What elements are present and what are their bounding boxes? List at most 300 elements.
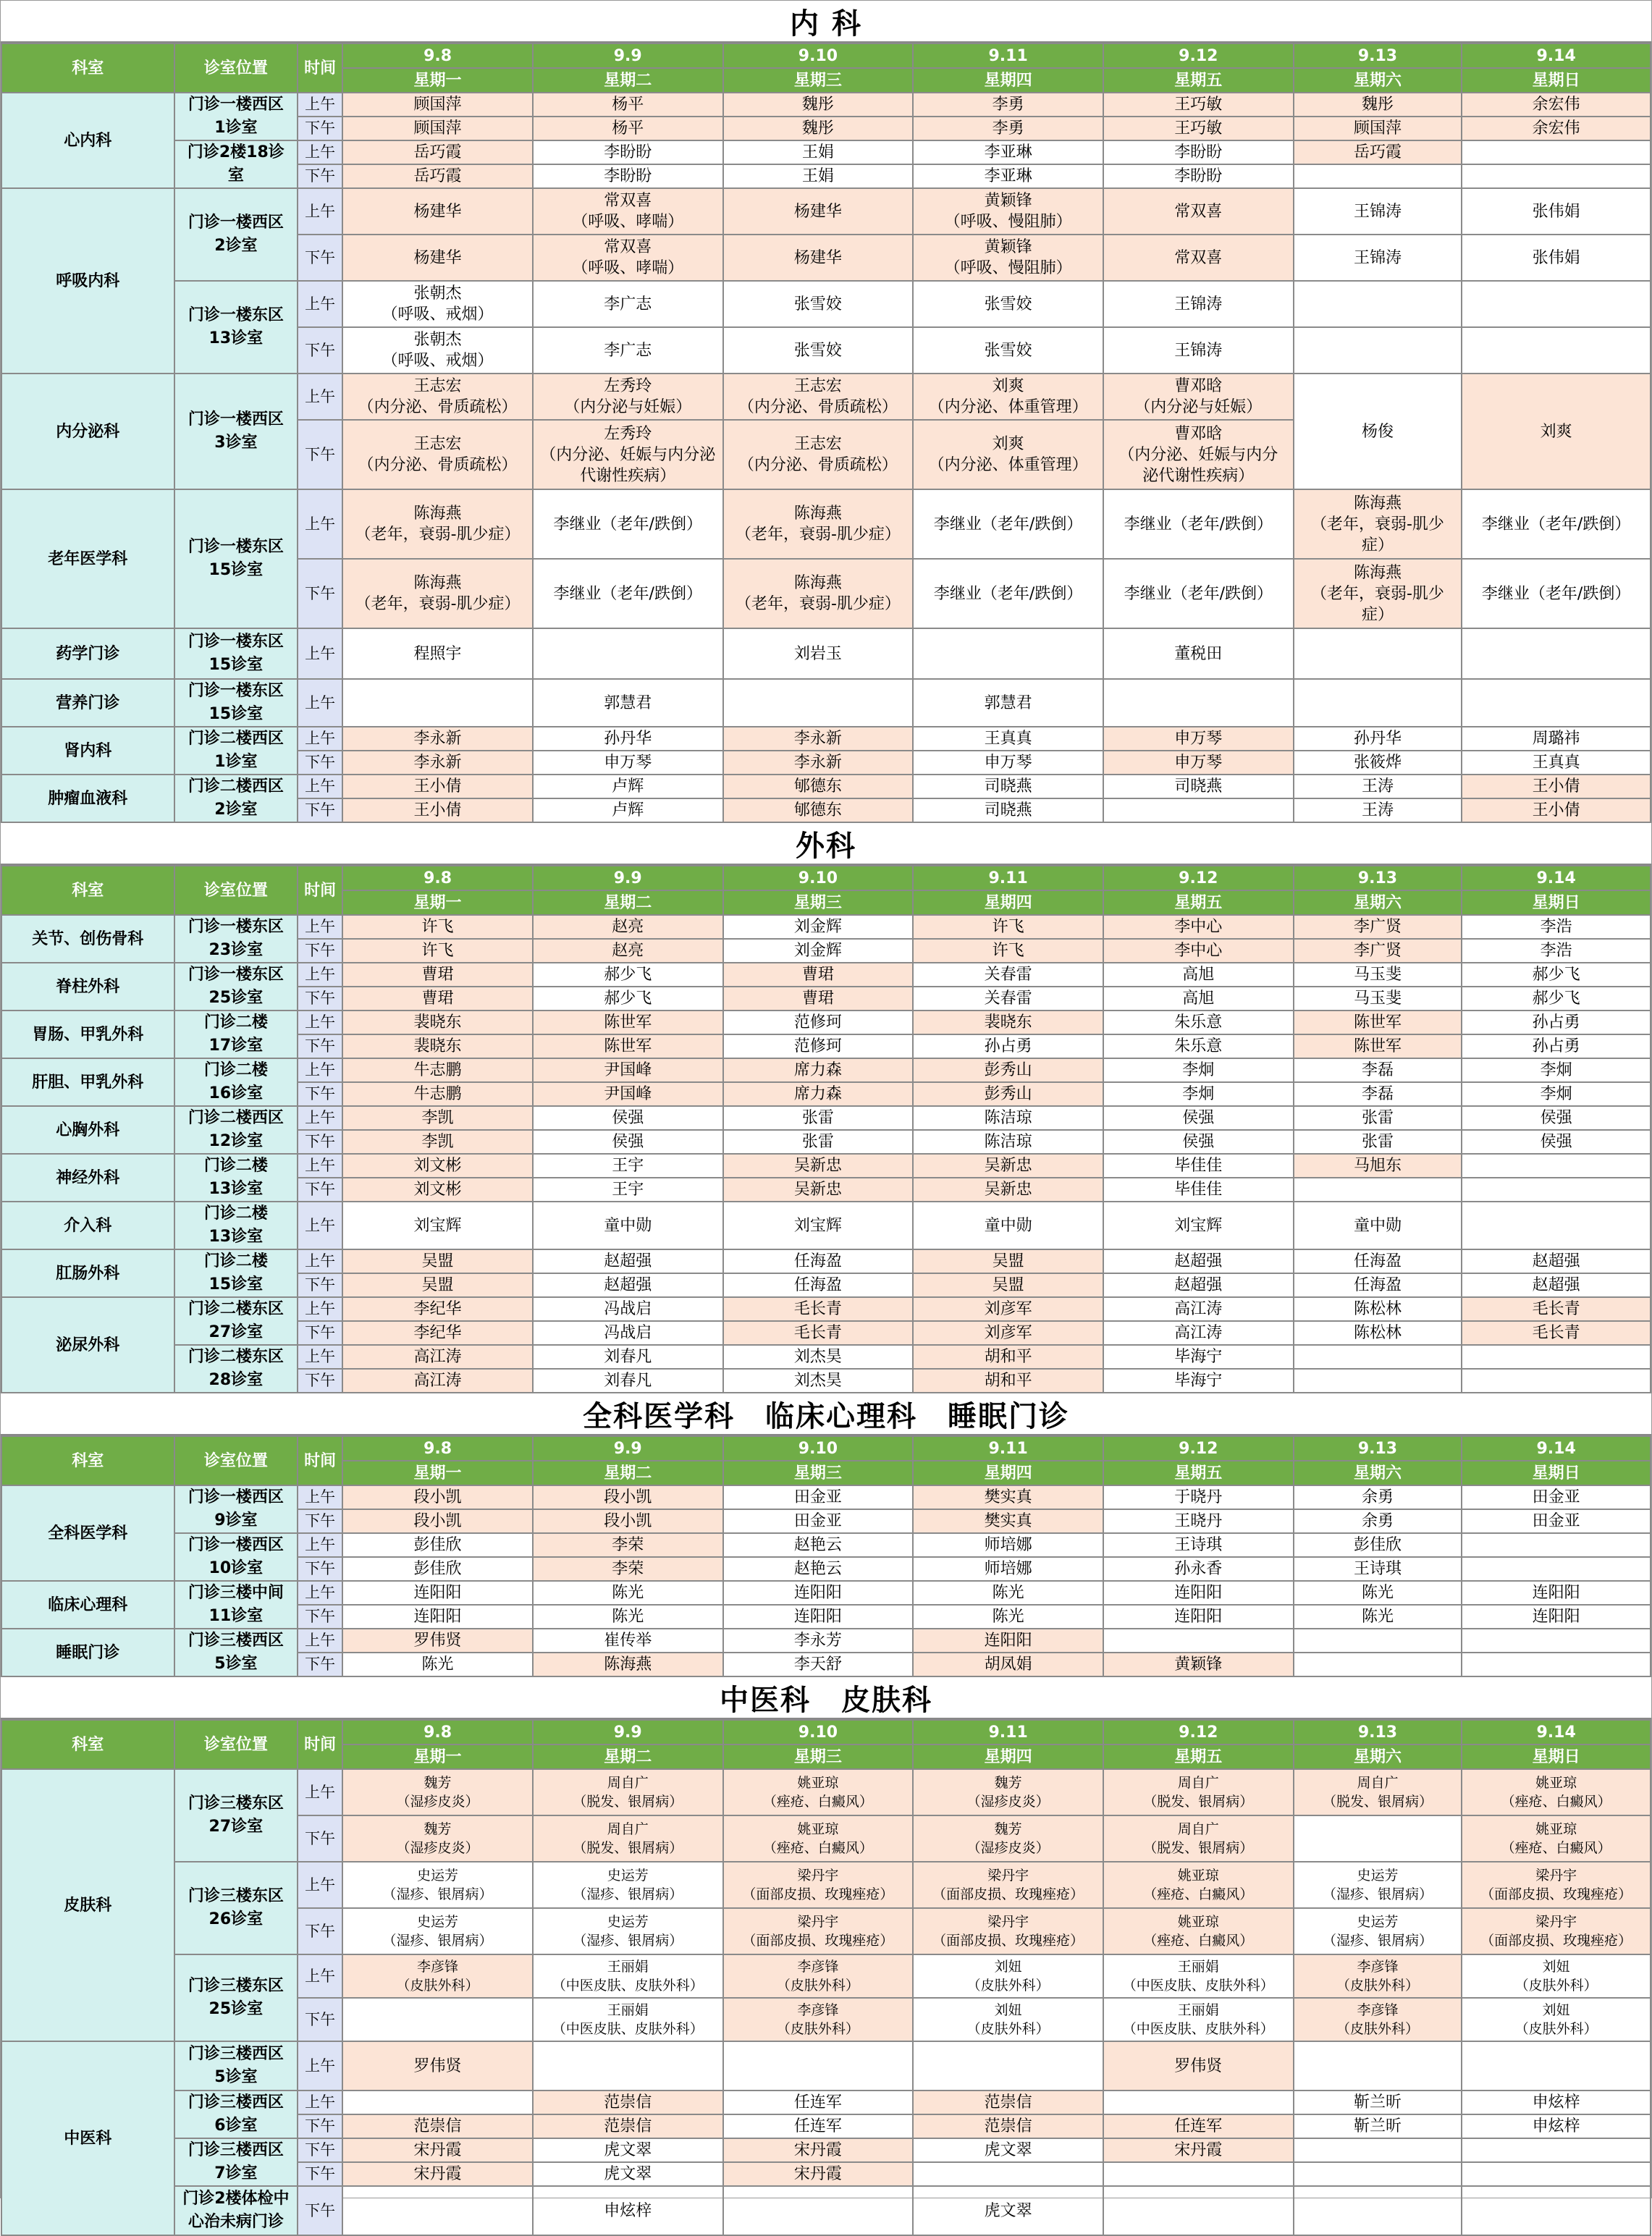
weekday-header: 星期一 (342, 1744, 533, 1769)
schedule-row (1, 727, 1651, 751)
weekday-header: 星期三 (723, 890, 914, 915)
doctor-cell: 李炯 (1462, 1082, 1651, 1106)
schedule-table (1, 865, 1651, 1393)
doctor-cell: 赵超强 (1103, 1249, 1294, 1273)
weekday-header: 星期六 (1294, 68, 1462, 93)
doctor-cell: 师培娜 (913, 1533, 1103, 1557)
doctor-cell: 黄颖锋 （呼吸、慢阻肺） (913, 235, 1103, 281)
doctor-cell (1462, 1154, 1651, 1178)
doctor-cell: 虎文翠 (913, 2186, 1103, 2235)
session-time: 上午 (298, 188, 342, 235)
doctor-cell: 申万琴 (913, 751, 1103, 775)
doctor-cell: 申万琴 (1103, 727, 1294, 751)
doctor-cell: 罗伟贤 (342, 2041, 533, 2091)
doctor-cell (723, 2041, 914, 2091)
doctor-cell: 魏彤 (1294, 93, 1462, 117)
doctor-cell: 李浩 (1462, 939, 1651, 963)
doctor-cell: 魏芳 （湿疹皮炎） (342, 1769, 533, 1815)
date-header: 9.13 (1294, 43, 1462, 68)
doctor-cell: 陈世军 (533, 1011, 723, 1034)
session-time: 上午 (298, 1862, 342, 1908)
clinic-location: 门诊一楼西区 1诊室 (174, 93, 298, 140)
doctor-cell: 杨平 (533, 117, 723, 140)
session-time: 上午 (298, 1769, 342, 1815)
date-header: 9.8 (342, 43, 533, 68)
doctor-cell: 申万琴 (1103, 751, 1294, 775)
clinic-location: 门诊2楼18诊 室 (174, 140, 298, 188)
date-header: 9.11 (913, 866, 1103, 890)
doctor-cell: 李永新 (723, 727, 914, 751)
doctor-cell: 王真真 (1462, 751, 1651, 775)
weekday-header: 星期二 (533, 1744, 723, 1769)
doctor-cell: 王志宏 （内分泌、骨质疏松） (342, 374, 533, 420)
doctor-cell: 侯强 (1103, 1130, 1294, 1154)
doctor-cell (1103, 2162, 1294, 2186)
department-name: 介入科 (1, 1202, 174, 1249)
session-time: 下午 (298, 1321, 342, 1345)
doctor-cell (1462, 1345, 1651, 1369)
doctor-cell: 陈光 (533, 1605, 723, 1629)
schedule-row (1, 915, 1651, 939)
department-name: 呼吸内科 (1, 188, 174, 374)
session-time: 上午 (298, 1581, 342, 1605)
date-header: 9.14 (1462, 43, 1651, 68)
session-time: 下午 (298, 327, 342, 374)
doctor-cell: 司晓燕 (913, 775, 1103, 798)
doctor-cell: 史运芳 （湿疹、银屑病） (342, 1862, 533, 1908)
doctor-cell: 连阳阳 (342, 1605, 533, 1629)
doctor-cell: 王宇 (533, 1154, 723, 1178)
department-name: 老年医学科 (1, 489, 174, 628)
doctor-cell (1294, 281, 1462, 327)
session-time: 下午 (298, 235, 342, 281)
doctor-cell: 孙丹华 (533, 727, 723, 751)
doctor-cell: 姚亚琼 （痤疮、白癜风） (1462, 1815, 1651, 1862)
doctor-cell: 史运芳 （湿疹、银屑病） (533, 1862, 723, 1908)
doctor-cell: 张雪姣 (723, 281, 914, 327)
session-time: 下午 (298, 1082, 342, 1106)
doctor-cell: 王巧敏 (1103, 117, 1294, 140)
doctor-cell: 王涛 (1294, 775, 1462, 798)
doctor-cell: 高江涛 (342, 1369, 533, 1393)
doctor-cell: 曹珺 (342, 987, 533, 1011)
department-name: 神经外科 (1, 1154, 174, 1202)
clinic-location: 门诊一楼东区 13诊室 (174, 281, 298, 374)
session-time: 下午 (298, 1130, 342, 1154)
doctor-cell: 刘金辉 (723, 915, 914, 939)
doctor-cell: 郇德东 (723, 798, 914, 822)
doctor-cell: 李盼盼 (1103, 164, 1294, 188)
doctor-cell (1462, 1629, 1651, 1653)
doctor-cell (1103, 2091, 1294, 2114)
time-header: 时间 (298, 1436, 342, 1485)
doctor-cell (1462, 1653, 1651, 1676)
doctor-cell: 马旭东 (1294, 1154, 1462, 1178)
weekday-header: 星期日 (1462, 1461, 1651, 1485)
session-time: 下午 (298, 1034, 342, 1058)
doctor-cell: 陈洁琼 (913, 1130, 1103, 1154)
doctor-cell (1462, 628, 1651, 679)
doctor-cell: 王锦涛 (1103, 327, 1294, 374)
session-time: 上午 (298, 1249, 342, 1273)
doctor-cell: 朱乐意 (1103, 1034, 1294, 1058)
doctor-cell: 李彦锋 （皮肤外科） (342, 1954, 533, 1998)
doctor-cell: 王志宏 （内分泌、骨质疏松） (723, 374, 914, 420)
doctor-cell (1103, 2186, 1294, 2235)
doctor-cell: 赵超强 (1462, 1249, 1651, 1273)
doctor-cell: 常双喜 （呼吸、哮喘） (533, 188, 723, 235)
doctor-cell: 连阳阳 (1103, 1605, 1294, 1629)
doctor-cell: 靳兰昕 (1294, 2091, 1462, 2114)
doctor-cell: 王锦涛 (1294, 235, 1462, 281)
doctor-cell: 刘妞 （皮肤外科） (913, 1954, 1103, 1998)
doctor-cell: 师培娜 (913, 1557, 1103, 1581)
clinic-location: 门诊一楼西区 9诊室 (174, 1485, 298, 1533)
doctor-cell: 刘岩玉 (723, 628, 914, 679)
doctor-cell: 刘春凡 (533, 1369, 723, 1393)
doctor-cell: 李中心 (1103, 939, 1294, 963)
session-time: 下午 (298, 1815, 342, 1862)
weekday-header: 星期一 (342, 68, 533, 93)
doctor-cell: 王锦涛 (1294, 188, 1462, 235)
location-header: 诊室位置 (174, 866, 298, 915)
doctor-cell: 许飞 (342, 939, 533, 963)
doctor-cell: 陈光 (1294, 1605, 1462, 1629)
weekday-header: 星期三 (723, 68, 914, 93)
session-time: 下午 (298, 420, 342, 489)
doctor-cell (1294, 1629, 1462, 1653)
doctor-cell (1103, 1629, 1294, 1653)
schedule-table (1, 1719, 1651, 2236)
doctor-cell: 曹珺 (723, 963, 914, 987)
date-header: 9.8 (342, 866, 533, 890)
doctor-cell: 陈洁琼 (913, 1106, 1103, 1130)
session-time: 下午 (298, 164, 342, 188)
doctor-cell (1462, 1557, 1651, 1581)
schedule-row (1, 1106, 1651, 1130)
doctor-cell: 刘爽 （内分泌、体重管理） (913, 420, 1103, 489)
dept-header: 科室 (1, 43, 174, 93)
doctor-cell: 李继业（老年/跌倒） (1103, 489, 1294, 559)
doctor-cell: 刘金辉 (723, 939, 914, 963)
doctor-cell: 马玉斐 (1294, 963, 1462, 987)
doctor-cell: 吴新忠 (723, 1178, 914, 1202)
department-name: 肾内科 (1, 727, 174, 775)
session-time: 上午 (298, 679, 342, 727)
doctor-cell (1462, 679, 1651, 727)
schedule-row (1, 1769, 1651, 1815)
department-name: 营养门诊 (1, 679, 174, 727)
doctor-cell: 赵亮 (533, 915, 723, 939)
doctor-cell: 范崇信 (533, 2114, 723, 2138)
doctor-cell: 裴晓东 (342, 1034, 533, 1058)
department-name: 临床心理科 (1, 1581, 174, 1629)
doctor-cell: 吴盟 (342, 1273, 533, 1297)
doctor-cell: 田金亚 (723, 1509, 914, 1533)
doctor-cell: 陈海燕 （老年，衰弱-肌少 症） (1294, 559, 1462, 628)
doctor-cell (1462, 1533, 1651, 1557)
doctor-cell: 侯强 (1462, 1130, 1651, 1154)
weekday-header: 星期二 (533, 1461, 723, 1485)
date-header: 9.11 (913, 1436, 1103, 1461)
doctor-cell: 李永芳 (723, 1629, 914, 1653)
department-name: 内分泌科 (1, 374, 174, 489)
doctor-cell: 梁丹宇 （面部皮损、玫瑰痤疮） (723, 1908, 914, 1954)
doctor-cell: 冯战启 (533, 1297, 723, 1321)
clinic-location: 门诊三楼西区 7诊室 (174, 2138, 298, 2186)
doctor-cell (1103, 679, 1294, 727)
doctor-cell: 李继业（老年/跌倒） (533, 489, 723, 559)
doctor-cell: 史运芳 （湿疹、银屑病） (533, 1908, 723, 1954)
doctor-cell: 王丽娟 （中医皮肤、皮肤外科） (533, 1954, 723, 1998)
doctor-cell: 连阳阳 (723, 1581, 914, 1605)
department-name: 关节、创伤骨科 (1, 915, 174, 963)
doctor-cell: 刘妞 （皮肤外科） (1462, 1998, 1651, 2041)
doctor-cell: 刘妞 （皮肤外科） (913, 1998, 1103, 2041)
doctor-cell: 刘文彬 (342, 1154, 533, 1178)
doctor-cell: 席力森 (723, 1082, 914, 1106)
doctor-cell (1294, 679, 1462, 727)
doctor-cell: 常双喜 (1103, 188, 1294, 235)
session-time: 上午 (298, 775, 342, 798)
doctor-cell: 孙占勇 (1462, 1011, 1651, 1034)
date-header: 9.13 (1294, 866, 1462, 890)
doctor-cell: 杨建华 (723, 235, 914, 281)
doctor-cell: 刘爽 （内分泌、体重管理） (913, 374, 1103, 420)
doctor-cell: 毛长青 (1462, 1297, 1651, 1321)
doctor-cell: 岳巧霞 (342, 164, 533, 188)
doctor-cell: 顾国萍 (1294, 117, 1462, 140)
department-name: 皮肤科 (1, 1769, 174, 2041)
doctor-cell: 左秀玲 （内分泌、妊娠与内分泌 代谢性疾病） (533, 420, 723, 489)
doctor-cell: 王娟 (723, 164, 914, 188)
doctor-cell (913, 628, 1103, 679)
doctor-cell: 曹珺 (342, 963, 533, 987)
date-header: 9.10 (723, 866, 914, 890)
doctor-cell: 李勇 (913, 117, 1103, 140)
schedule-row (1, 1058, 1651, 1082)
doctor-cell (1294, 628, 1462, 679)
clinic-location: 门诊三楼东区 26诊室 (174, 1862, 298, 1954)
doctor-cell: 张朝杰 （呼吸、戒烟） (342, 327, 533, 374)
department-name: 胃肠、甲乳外科 (1, 1011, 174, 1058)
clinic-location: 门诊三楼东区 27诊室 (174, 1769, 298, 1862)
doctor-cell: 李继业（老年/跌倒） (533, 559, 723, 628)
date-header: 9.8 (342, 1720, 533, 1744)
doctor-cell: 李磊 (1294, 1082, 1462, 1106)
doctor-cell: 侯强 (1462, 1106, 1651, 1130)
weekday-header: 星期二 (533, 890, 723, 915)
doctor-cell: 许飞 (913, 939, 1103, 963)
doctor-cell: 孙占勇 (913, 1034, 1103, 1058)
session-time: 下午 (298, 939, 342, 963)
session-time: 下午 (298, 1605, 342, 1629)
doctor-cell: 李凯 (342, 1130, 533, 1154)
doctor-cell (342, 679, 533, 727)
doctor-cell (1462, 140, 1651, 164)
doctor-cell (1294, 1653, 1462, 1676)
clinic-location: 门诊二楼 13诊室 (174, 1202, 298, 1249)
doctor-cell: 杨俊 (1294, 374, 1462, 489)
doctor-cell: 关春雷 (913, 987, 1103, 1011)
doctor-cell: 余勇 (1294, 1509, 1462, 1533)
doctor-cell: 郝少飞 (533, 963, 723, 987)
doctor-cell: 王小倩 (342, 775, 533, 798)
doctor-cell: 毕佳佳 (1103, 1154, 1294, 1178)
doctor-cell: 姚亚琼 （痤疮、白癜风） (1103, 1908, 1294, 1954)
doctor-cell: 胡凤娟 (913, 1653, 1103, 1676)
doctor-cell: 樊实真 (913, 1485, 1103, 1509)
schedule-row (1, 489, 1651, 559)
doctor-cell: 关春雷 (913, 963, 1103, 987)
clinic-location: 门诊二楼东区 28诊室 (174, 1345, 298, 1393)
session-time: 下午 (298, 1653, 342, 1676)
doctor-cell: 司晓燕 (913, 798, 1103, 822)
doctor-cell: 赵超强 (533, 1273, 723, 1297)
doctor-cell: 岳巧霞 (1294, 140, 1462, 164)
doctor-cell: 张雪姣 (913, 327, 1103, 374)
doctor-cell: 宋丹霞 (1103, 2138, 1294, 2162)
doctor-cell (1103, 798, 1294, 822)
schedule-row (1, 2138, 1651, 2162)
doctor-cell: 胡和平 (913, 1369, 1103, 1393)
doctor-cell (913, 2162, 1103, 2186)
date-header: 9.13 (1294, 1436, 1462, 1461)
doctor-cell: 史运芳 （湿疹、银屑病） (1294, 1862, 1462, 1908)
doctor-cell: 李炯 (1103, 1058, 1294, 1082)
doctor-cell: 高旭 (1103, 987, 1294, 1011)
schedule-row (1, 2186, 1651, 2235)
doctor-cell: 史运芳 （湿疹、银屑病） (1294, 1908, 1462, 1954)
doctor-cell: 王志宏 （内分泌、骨质疏松） (342, 420, 533, 489)
doctor-cell: 李继业（老年/跌倒） (1103, 559, 1294, 628)
date-header: 9.11 (913, 43, 1103, 68)
doctor-cell: 李彦锋 （皮肤外科） (723, 1954, 914, 1998)
doctor-cell: 李永新 (723, 751, 914, 775)
doctor-cell: 魏彤 (723, 117, 914, 140)
doctor-cell: 杨建华 (342, 235, 533, 281)
doctor-cell: 范修珂 (723, 1011, 914, 1034)
doctor-cell: 毛长青 (1462, 1321, 1651, 1345)
doctor-cell: 陈松林 (1294, 1321, 1462, 1345)
doctor-cell: 虎文翠 (913, 2138, 1103, 2162)
doctor-cell: 李浩 (1462, 915, 1651, 939)
session-time: 上午 (298, 140, 342, 164)
session-time: 下午 (298, 1273, 342, 1297)
doctor-cell: 张雷 (723, 1130, 914, 1154)
department-name: 脊柱外科 (1, 963, 174, 1011)
session-time: 上午 (298, 915, 342, 939)
clinic-location: 门诊二楼 16诊室 (174, 1058, 298, 1106)
doctor-cell: 李盼盼 (533, 164, 723, 188)
date-header: 9.9 (533, 1720, 723, 1744)
clinic-location: 门诊三楼西区 5诊室 (174, 2041, 298, 2091)
schedule-row (1, 93, 1651, 117)
doctor-cell: 李炯 (1462, 1058, 1651, 1082)
doctor-cell: 范修珂 (723, 1034, 914, 1058)
doctor-cell: 王小倩 (1462, 775, 1651, 798)
session-time: 上午 (298, 1058, 342, 1082)
weekday-header: 星期五 (1103, 1744, 1294, 1769)
doctor-cell: 姚亚琼 （痤疮、白癜风） (1462, 1769, 1651, 1815)
weekday-header: 星期六 (1294, 1744, 1462, 1769)
session-time: 下午 (298, 2138, 342, 2162)
session-time: 下午 (298, 559, 342, 628)
doctor-cell: 宋丹霞 (342, 2162, 533, 2186)
doctor-cell: 侯强 (1103, 1106, 1294, 1130)
clinic-location: 门诊二楼西区 1诊室 (174, 727, 298, 775)
doctor-cell: 李中心 (1103, 915, 1294, 939)
doctor-cell: 任海盈 (723, 1273, 914, 1297)
doctor-cell: 李继业（老年/跌倒） (1462, 489, 1651, 559)
clinic-location: 门诊一楼西区 3诊室 (174, 374, 298, 489)
doctor-cell: 段小凯 (533, 1485, 723, 1509)
section-title: 全科医学科 临床心理科 睡眠门诊 (1, 1393, 1651, 1435)
doctor-cell: 王丽娟 （中医皮肤、皮肤外科） (1103, 1998, 1294, 2041)
schedule-table (1, 43, 1651, 823)
clinic-location: 门诊一楼西区 2诊室 (174, 188, 298, 281)
doctor-cell: 毛长青 (723, 1297, 914, 1321)
doctor-cell: 赵艳云 (723, 1533, 914, 1557)
date-header: 9.8 (342, 1436, 533, 1461)
doctor-cell: 姚亚琼 （痤疮、白癜风） (723, 1815, 914, 1862)
doctor-cell: 张雷 (723, 1106, 914, 1130)
doctor-cell: 李彦锋 （皮肤外科） (1294, 1998, 1462, 2041)
session-time: 下午 (298, 1557, 342, 1581)
session-time: 上午 (298, 1485, 342, 1509)
session-time: 上午 (298, 374, 342, 420)
doctor-cell: 梁丹宇 （面部皮损、玫瑰痤疮） (1462, 1862, 1651, 1908)
doctor-cell: 常双喜 （呼吸、哮喘） (533, 235, 723, 281)
department-name: 肿瘤血液科 (1, 775, 174, 822)
doctor-cell: 毛长青 (723, 1321, 914, 1345)
doctor-cell (342, 1998, 533, 2041)
date-header: 9.13 (1294, 1720, 1462, 1744)
doctor-cell (533, 628, 723, 679)
doctor-cell: 高江涛 (1103, 1297, 1294, 1321)
doctor-cell: 王娟 (723, 140, 914, 164)
doctor-cell: 王宇 (533, 1178, 723, 1202)
doctor-cell: 刘宝辉 (723, 1202, 914, 1249)
doctor-cell: 王小倩 (342, 798, 533, 822)
session-time: 下午 (298, 2162, 342, 2186)
doctor-cell: 周自广 （脱发、银屑病） (1103, 1769, 1294, 1815)
doctor-cell: 杨建华 (342, 188, 533, 235)
doctor-cell: 彭佳欣 (1294, 1533, 1462, 1557)
doctor-cell: 许飞 (342, 915, 533, 939)
schedule-row (1, 140, 1651, 164)
department-name: 心内科 (1, 93, 174, 188)
doctor-cell: 任连军 (723, 2091, 914, 2114)
doctor-cell: 梁丹宇 （面部皮损、玫瑰痤疮） (723, 1862, 914, 1908)
weekday-header: 星期二 (533, 68, 723, 93)
doctor-cell: 魏芳 （湿疹皮炎） (913, 1769, 1103, 1815)
doctor-cell: 高江涛 (342, 1345, 533, 1369)
date-header: 9.12 (1103, 1720, 1294, 1744)
doctor-cell: 陈光 (342, 1653, 533, 1676)
doctor-cell: 范崇信 (913, 2114, 1103, 2138)
doctor-cell: 陈光 (913, 1581, 1103, 1605)
clinic-location: 门诊2楼体检中 心治未病门诊 (174, 2186, 298, 2235)
doctor-cell: 陈光 (533, 1581, 723, 1605)
schedule-row (1, 1485, 1651, 1509)
doctor-cell: 陈海燕 （老年，衰弱-肌少症） (723, 559, 914, 628)
doctor-cell: 张朝杰 （呼吸、戒烟） (342, 281, 533, 327)
doctor-cell: 王志宏 （内分泌、骨质疏松） (723, 420, 914, 489)
doctor-cell: 刘杰昊 (723, 1369, 914, 1393)
doctor-cell: 彭佳欣 (342, 1533, 533, 1557)
doctor-cell: 董税田 (1103, 628, 1294, 679)
